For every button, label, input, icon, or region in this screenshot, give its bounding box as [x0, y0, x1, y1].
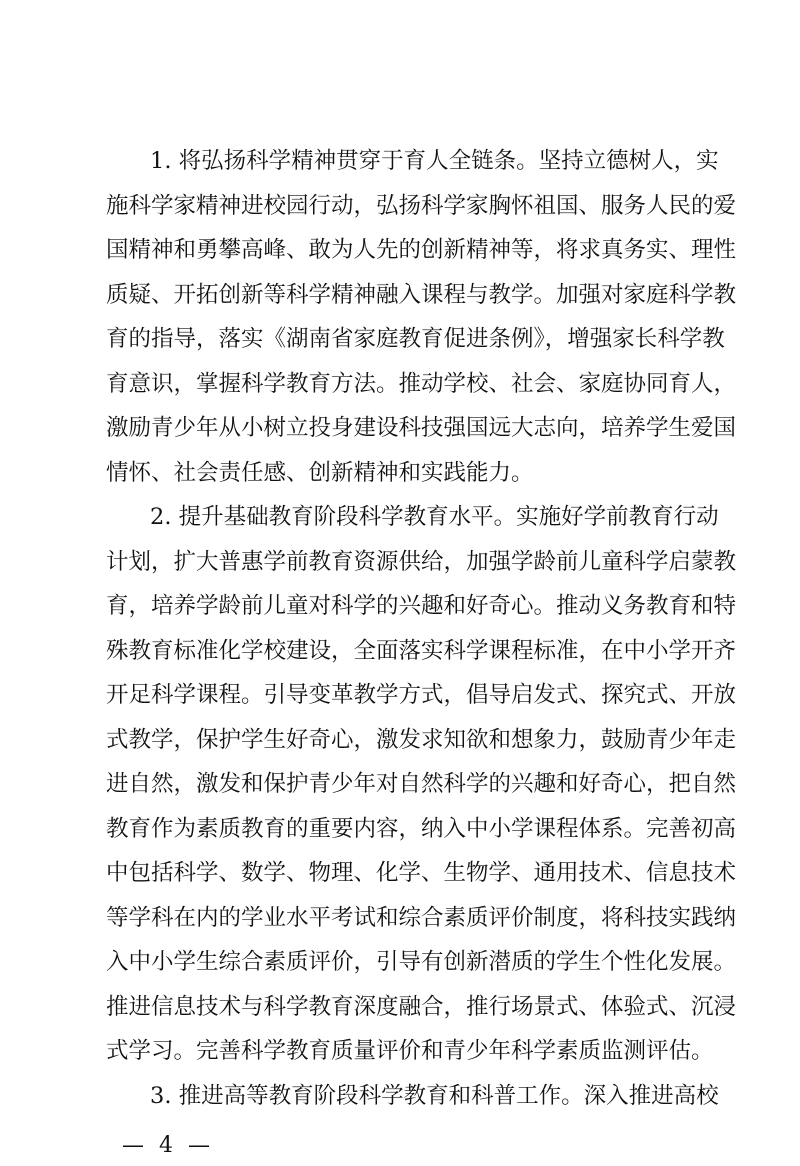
text-line: 教育作为素质教育的重要内容，纳入中小学课程体系。完善初高	[106, 816, 737, 842]
text-line: 进自然，激发和保护青少年对自然科学的兴趣和好奇心，把自然	[106, 771, 737, 797]
text-line: 2. 提升基础教育阶段科学教育水平。实施好学前教育行动	[150, 504, 719, 530]
text-line: 育，培养学龄前儿童对科学的兴趣和好奇心。推动义务教育和特	[106, 593, 737, 619]
text-line: 施科学家精神进校园行动，弘扬科学家胸怀祖国、服务人民的爱	[106, 193, 737, 219]
text-line: 育的指导，落实《湖南省家庭教育促进条例》，增强家长科学教	[106, 326, 725, 352]
text-line: 情怀、社会责任感、创新精神和实践能力。	[106, 460, 534, 486]
text-line: 开足科学课程。引导变革教学方式，倡导启发式、探究式、开放	[106, 682, 737, 708]
text-line: 入中小学生综合素质评价，引导有创新潜质的学生个性化发展。	[106, 949, 737, 975]
text-line: 计划，扩大普惠学前教育资源供给，加强学龄前儿童科学启蒙教	[106, 549, 737, 575]
text-line: 等学科在内的学业水平考试和综合素质评价制度，将科技实践纳	[106, 905, 737, 931]
text-line: 3. 推进高等教育阶段科学教育和科普工作。深入推进高校	[150, 1083, 719, 1109]
text-line: 式教学，保护学生好奇心，激发求知欲和想象力，鼓励青少年走	[106, 727, 737, 753]
page-number: — 4 —	[122, 1133, 214, 1158]
text-line: 中包括科学、数学、物理、化学、生物学、通用技术、信息技术	[106, 860, 737, 886]
text-line: 育意识，掌握科学教育方法。推动学校、社会、家庭协同育人，	[106, 371, 737, 397]
text-line: 殊教育标准化学校建设，全面落实科学课程标准，在中小学开齐	[106, 638, 737, 664]
text-line: 激励青少年从小树立投身建设科技强国远大志向，培养学生爱国	[106, 415, 737, 441]
text-line: 1. 将弘扬科学精神贯穿于育人全链条。坚持立德树人，实	[150, 148, 719, 174]
text-line: 推进信息技术与科学教育深度融合，推行场景式、体验式、沉浸	[106, 994, 737, 1020]
text-line: 国精神和勇攀高峰、敢为人先的创新精神等，将求真务实、理性	[106, 237, 737, 263]
text-line: 质疑、开拓创新等科学精神融入课程与教学。加强对家庭科学教	[106, 282, 737, 308]
text-line: 式学习。完善科学教育质量评价和青少年科学素质监测评估。	[106, 1038, 714, 1064]
